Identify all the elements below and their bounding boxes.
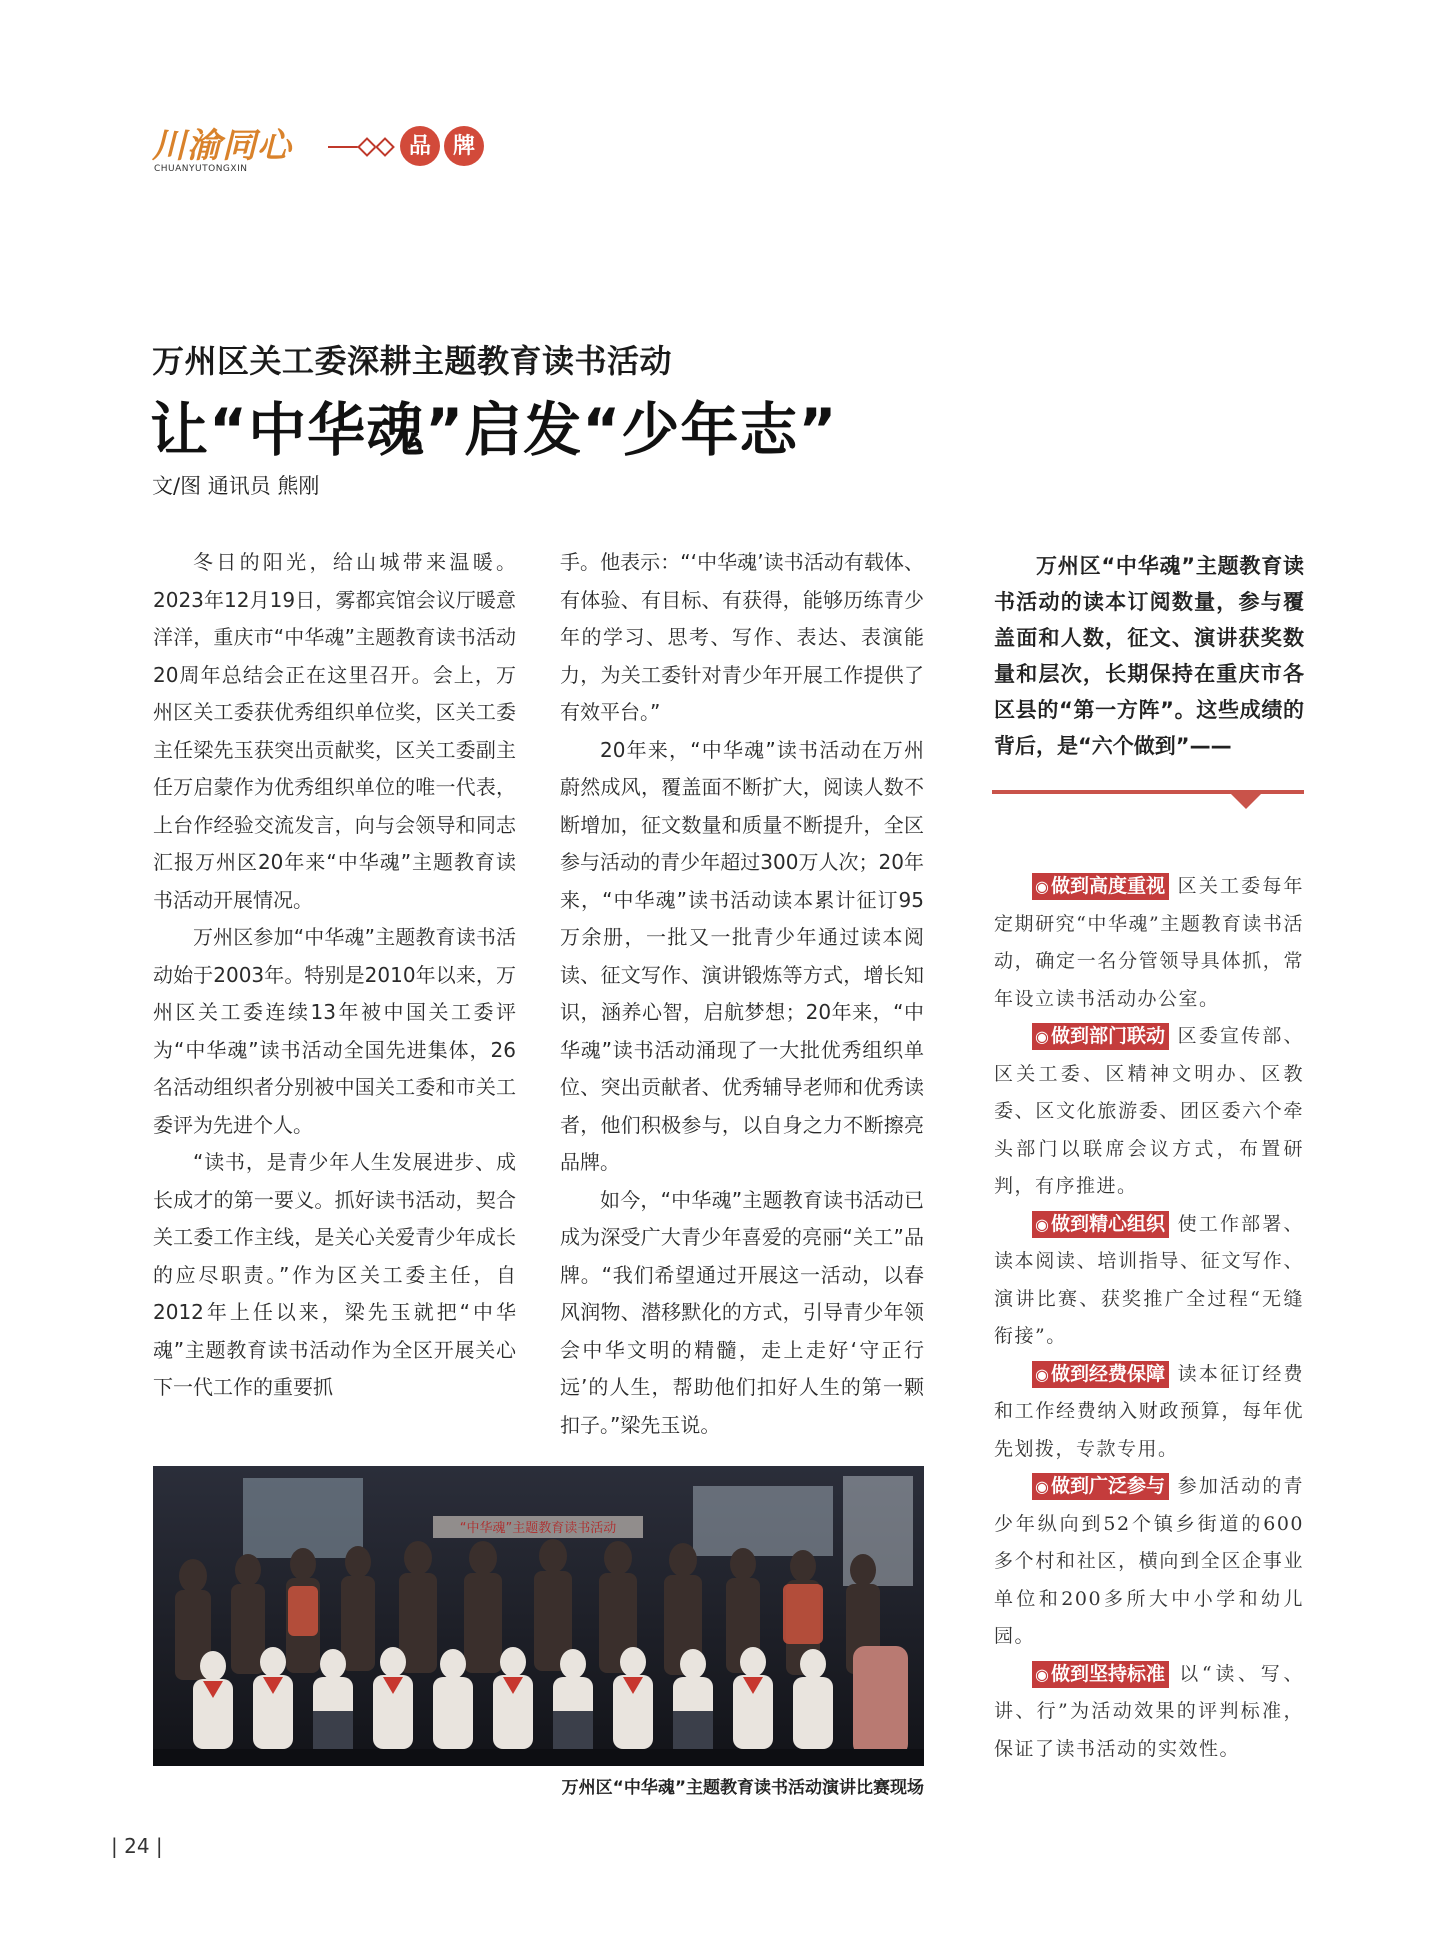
list-item bbox=[994, 1206, 1304, 1356]
measures-list bbox=[994, 868, 1304, 1768]
article-headline: 让“中华魂”启发“少年志” bbox=[150, 396, 838, 464]
measure-text: 读本征订经费和工作经费纳入财政预算，每年优先划拨，专款专用。 bbox=[994, 1362, 1304, 1460]
event-photo bbox=[153, 1466, 924, 1766]
paragraph: 万州区参加“中华魂”主题教育读书活动始于2003年。特别是2010年以来，万州区关工委连续13年被中国关工委评为“中华魂”读书活动全国先进集体，26名活动组织者分别被中国关工委和市关工委评为先进个人。 bbox=[153, 925, 516, 1137]
bullet-icon: ◉ bbox=[1035, 1664, 1049, 1684]
list-item bbox=[994, 868, 1304, 1018]
list-item bbox=[994, 1018, 1304, 1206]
bullet-icon: ◉ bbox=[1035, 877, 1049, 896]
measure-tag: ◉ 做到精心组织 bbox=[1032, 1211, 1169, 1238]
bullet-icon: ◉ bbox=[1035, 1027, 1049, 1046]
measure-tag: ◉ 做到部门联动 bbox=[1032, 1023, 1169, 1050]
bullet-icon: ◉ bbox=[1035, 1477, 1049, 1496]
group-photo-illustration bbox=[153, 1466, 924, 1766]
stage-banner-text: “中华魂”主题教育读书活动 bbox=[459, 1521, 617, 1536]
bullet-icon: ◉ bbox=[1035, 1214, 1049, 1234]
divider-arrow-icon bbox=[1230, 793, 1262, 809]
section-tag-char: 牌 bbox=[444, 126, 484, 166]
paragraph: “读书，是青少年人生发展进步、成长成才的第一要义。抓好读书活动，契合关工委工作主线，是关心关爱青少年成长的应尽职责。”作为区关工委主任，自2012年上任以来，梁先玉就把“中华魂”主题教育读书活动作为全区开展关心下一代工作的重要抓 bbox=[153, 1150, 516, 1399]
photo-caption: 万州区“中华魂”主题教育读书活动演讲比赛现场 bbox=[561, 1778, 924, 1798]
section-logo bbox=[150, 118, 495, 188]
article-kicker: 万州区关工委深耕主题教育读书活动 bbox=[152, 342, 673, 380]
article-byline: 文/图 通讯员 熊刚 bbox=[152, 474, 320, 498]
logo-subtitle: CHUANYUTONGXIN bbox=[154, 164, 248, 174]
body-column-2 bbox=[560, 544, 924, 1444]
measure-text: 以“读、写、讲、行”为活动效果的评判标准，保证了读书活动的实效性。 bbox=[994, 1662, 1304, 1760]
list-item bbox=[994, 1656, 1304, 1769]
measure-text: 区关工委每年定期研究“中华魂”主题教育读书活动，确定一名分管领导具体抓，常年设立读书活动办公室。 bbox=[994, 875, 1304, 1010]
measure-tag: ◉ 做到坚持标准 bbox=[1032, 1661, 1169, 1688]
sidebar-intro bbox=[994, 548, 1304, 764]
page-number: | 24 | bbox=[111, 1834, 163, 1858]
paragraph: 如今，“中华魂”主题教育读书活动已成为深受广大青少年喜爱的亮丽“关工”品牌。“我们希望通过开展这一活动，以春风润物、潜移默化的方式，引导青少年领会中华文明的精髓，走上走好‘守正行远’的人生，帮助他们扣好人生的第一颗扣子。”梁先玉说。 bbox=[560, 1187, 924, 1437]
paragraph: 冬日的阳光，给山城带来温暖。2023年12月19日，雾都宾馆会议厅暖意洋洋，重庆市“中华魂”主题教育读书活动20周年总结会正在这里召开。会上，万州区关工委获优秀组织单位奖，区关工委主任梁先玉获突出贡献奖，区关工委副主任万启蒙作为优秀组织单位的唯一代表，上台作经验交流发言，向与会领导和同志汇报万州区20年来“中华魂”主题教育读书活动开展情况。 bbox=[153, 550, 516, 912]
paragraph: 20年来，“中华魂”读书活动在万州蔚然成风，覆盖面不断扩大，阅读人数不断增加，征文数量和质量不断提升，全区参与活动的青少年超过300万人次；20年来，“中华魂”读书活动读本累计征订95万余册，一批又一批青少年通过读本阅读、征文写作、演讲锻炼等方式，增长知识，涵养心智，启航梦想；20年来，“中华魂”读书活动涌现了一大批优秀组织单位、突出贡献者、优秀辅导老师和优秀读者，他们积极参与，以自身之力不断擦亮品牌。 bbox=[560, 737, 924, 1174]
sidebar-intro-text: 万州区“中华魂”主题教育读书活动的读本订阅数量，参与覆盖面和人数，征文、演讲获奖数量和层次，长期保持在重庆市各区县的“第一方阵”。这些成绩的背后，是“六个做到”—— bbox=[994, 554, 1304, 758]
list-item bbox=[994, 1468, 1304, 1656]
measure-text: 区委宣传部、区关工委、区精神文明办、区教委、区文化旅游委、团区委六个牵头部门以联席会议方式，布置研判，有序推进。 bbox=[994, 1025, 1304, 1197]
measure-tag: ◉ 做到广泛参与 bbox=[1032, 1473, 1169, 1500]
measure-tag: ◉ 做到高度重视 bbox=[1032, 873, 1169, 900]
measure-text: 使工作部署、读本阅读、培训指导、征文写作、演讲比赛、获奖推广全过程“无缝衔接”。 bbox=[994, 1212, 1304, 1347]
bullet-icon: ◉ bbox=[1035, 1364, 1049, 1384]
measure-tag: ◉ 做到经费保障 bbox=[1032, 1361, 1169, 1388]
diamond-icon bbox=[357, 137, 377, 157]
paragraph: 手。他表示：“‘中华魂’读书活动有载体、有体验、有目标、有获得，能够历练青少年的学习、思考、写作、表达、表演能力，为关工委针对青少年开展工作提供了有效平台。” bbox=[560, 550, 924, 724]
section-tag-char: 品 bbox=[400, 126, 440, 166]
body-column-1 bbox=[153, 544, 516, 1407]
measure-text: 参加活动的青少年纵向到52个镇乡街道的600多个村和社区，横向到全区企事业单位和200多所大中小学和幼儿园。 bbox=[994, 1475, 1304, 1647]
list-item bbox=[994, 1356, 1304, 1469]
diamond-icon bbox=[375, 137, 395, 157]
logo-text: 川渝同心 bbox=[152, 126, 292, 166]
